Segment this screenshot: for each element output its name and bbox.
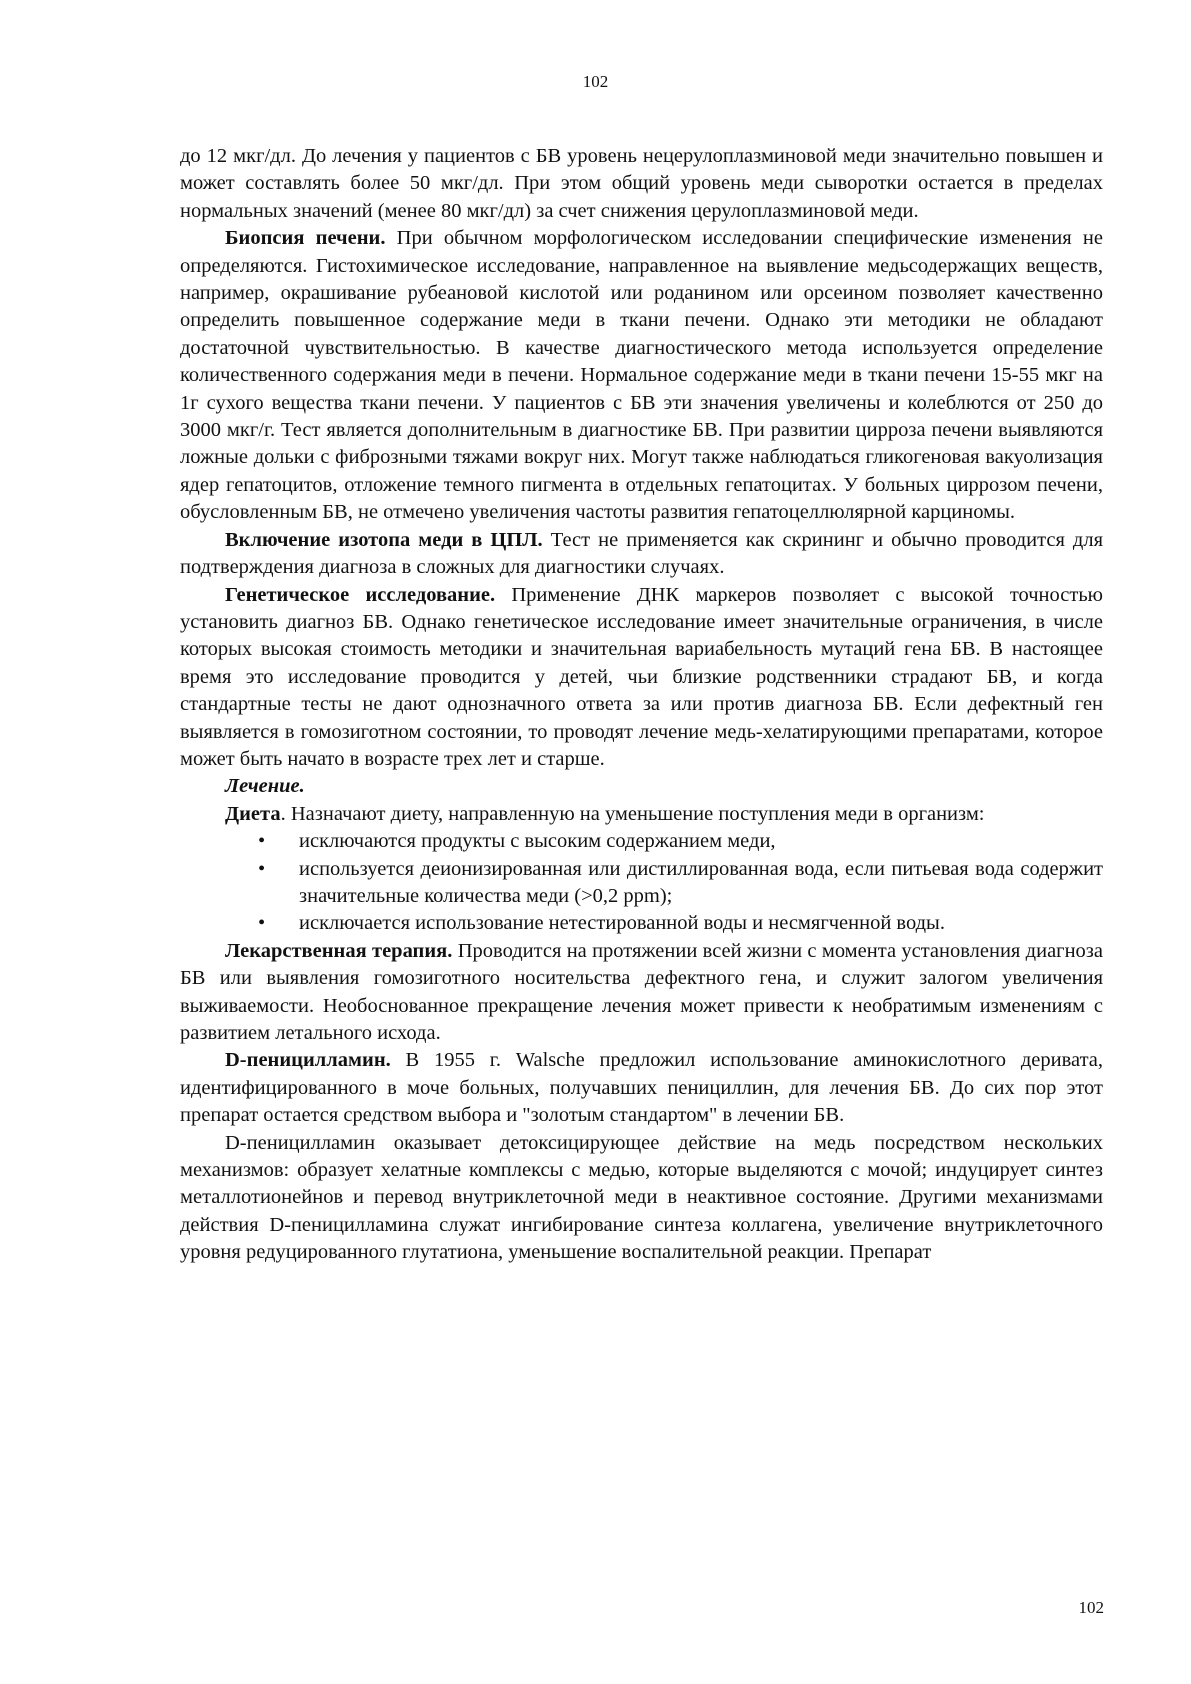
paragraph-genetic	[180, 582, 1103, 774]
biopsy-heading: Биопсия печени.	[225, 227, 386, 250]
bullet-icon: •	[258, 830, 266, 853]
penicillamine-heading: D-пеницилламин.	[225, 1049, 391, 1072]
paragraph-drug-therapy	[180, 938, 1103, 1048]
paragraph-diet	[180, 801, 1103, 828]
list-item-text: исключается использование нетестированной воды и несмягченной воды.	[299, 912, 945, 935]
list-item-text: используется деионизированная или дистиллированная вода, если питьевая вода содержит значительные количества меди (>0,2 ppm);	[299, 857, 1103, 907]
list-item	[180, 828, 1103, 855]
paragraph-isotope	[180, 527, 1103, 582]
paragraph-biopsy	[180, 225, 1103, 526]
list-item	[180, 910, 1103, 937]
drug-therapy-text: Проводится на протяжении всей жизни с момента установления диагноза БВ или выявления гомозиготного носительства дефектного гена, и служит залогом увеличения выживаемости. Необоснованное прекращение лечения может привести к необратимым изменениям с развитием летального исхода.	[180, 939, 1103, 1044]
diet-list	[180, 828, 1103, 938]
isotope-heading: Включение изотопа меди в ЦПЛ.	[225, 528, 543, 551]
list-item-text: исключаются продукты с высоким содержанием меди,	[299, 830, 776, 853]
biopsy-text: При обычном морфологическом исследовании специфические изменения не определяются. Гистохимическое исследование, направленное на выявление медьсодержащих веществ, например, окрашивание рубеановой кислотой или роданином или орсеином позволяет качественно определить повышенное содержание меди в ткани печени. Однако эти методики не обладают достаточной чувствительностью. В качестве диагностического метода используется определение количественного содержания меди в печени. Нормальное содержание меди в ткани печени 15-55 мкг на 1г сухого вещества ткани печени. У пациентов с БВ эти значения увеличены и колеблются от 250 до 3000 мкг/г. Тест является дополнительным в диагностике БВ. При развитии цирроза печени выявляются ложные дольки с фиброзными тяжами вокруг них. Могут также наблюдаться гликогеновая вакуолизация ядер гепатоцитов, отложение темного пигмента в отдельных гепатоцитах. У больных циррозом печени, обусловленным БВ, не отмечено увеличения частоты развития гепатоцеллюлярной карциномы.	[180, 227, 1103, 524]
drug-therapy-heading: Лекарственная терапия.	[225, 939, 453, 962]
isotope-text: Тест не применяется как скрининг и обычно проводится для подтверждения диагноза в сложных для диагностики случаях.	[180, 528, 1103, 579]
genetic-text: Применение ДНК маркеров позволяет с высокой точностью установить диагноз БВ. Однако генетическое исследование имеет значительные ограничения, в числе которых высокая стоимость методики и значительная вариабельность мутаций гена БВ. В настоящее время это исследование проводится у детей, чьи близкие родственники страдают БВ, и когда стандартные тесты не дают однозначного ответа за или против диагноза БВ. Если дефектный ген выявляется в гомозиготном состоянии, то проводят лечение медь-хелатирующими препаратами, которое может быть начато в возрасте трех лет и старше.	[180, 583, 1103, 770]
paragraph-treatment-heading	[180, 773, 1103, 800]
paragraph-intro: до 12 мкг/дл. До лечения у пациентов с БВ уровень нецерулоплазминовой меди значительно повышен и может составлять более 50 мкг/дл. При этом общий уровень меди сыворотки остается в пределах нормальных значений (менее 80 мкг/дл) за счет снижения церулоплазминовой меди.	[180, 145, 1103, 222]
genetic-heading: Генетическое исследование.	[225, 583, 496, 606]
page-number-top: 102	[582, 72, 609, 91]
list-item	[180, 856, 1103, 911]
penicillamine-text: В 1955 г. Walsche предложил использование аминокислотного деривата, идентифицированного в моче больных, получавших пенициллин, для лечения БВ. До сих пор этот препарат остается средством выбора и "золотым стандартом" в лечении БВ.	[180, 1049, 1103, 1127]
treatment-heading: Лечение.	[225, 775, 305, 798]
paragraph-penicillamine-action: D-пеницилламин оказывает детоксицирующее действие на медь посредством нескольких механизмов: образует хелатные комплексы с медью, которые выделяются с мочой; индуцирует синтез металлотионейнов и перевод внутриклеточной меди в неактивное состояние. Другими механизмами действия D-пеницилламина служат ингибирование синтеза коллагена, увеличение внутриклеточного уровня редуцированного глутатиона, уменьшение воспалительной реакции. Препарат	[180, 1131, 1103, 1264]
page-number-bottom: 102	[1078, 1598, 1104, 1617]
paragraph-penicillamine	[180, 1047, 1103, 1129]
bullet-icon: •	[258, 912, 266, 935]
diet-heading: Диета	[225, 802, 281, 825]
page-content	[180, 143, 1103, 1267]
diet-text: . Назначают диету, направленную на уменьшение поступления меди в организм:	[280, 802, 985, 825]
bullet-icon: •	[258, 857, 266, 880]
